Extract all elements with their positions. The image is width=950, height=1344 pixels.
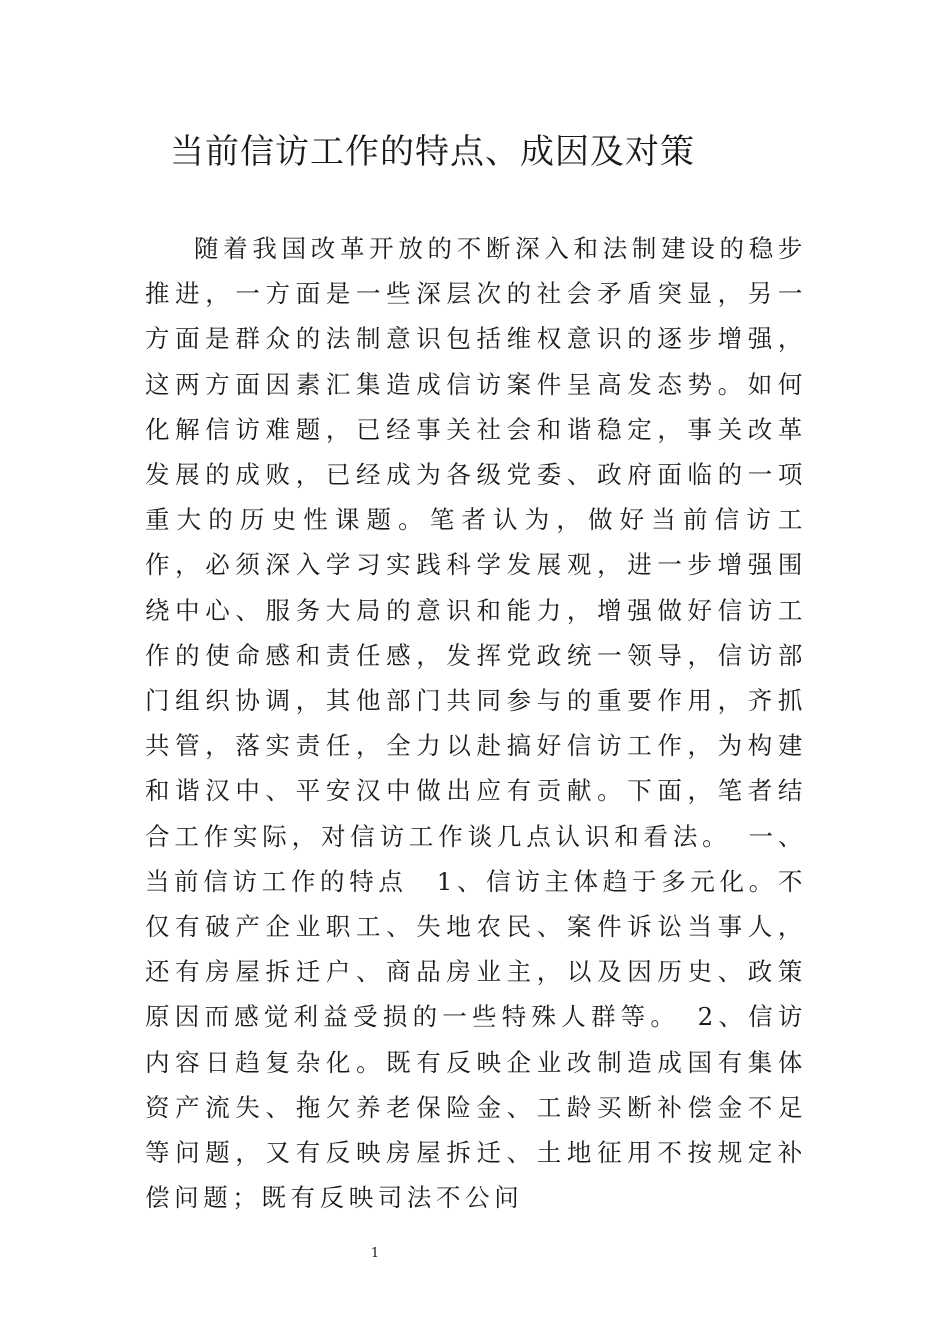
page-number: 1 [370, 1246, 380, 1261]
body-paragraph: 随着我国改革开放的不断深入和法制建设的稳步推进，一方面是一些深层次的社会矛盾突显，另一方面是群众的法制意识包括维权意识的逐步增强，这两方面因素汇集造成信访案件呈高发态势。如何化解信访难题，已经事关社会和谐稳定，事关改革发展的成败，已经成为各级党委、政府面临的一项重大的历史性课题。笔者认为，做好当前信访工作，必须深入学习实践科学发展观，进一步增强围绕中心、服务大局的意识和能力，增强做好信访工作的使命感和责任感，发挥党政统一领导，信访部门组织协调，其他部门共同参与的重要作用，齐抓共管，落实责任，全力以赴搞好信访工作，为构建和谐汉中、平安汉中做出应有贡献。下面，笔者结合工作实际，对信访工作谈几点认识和看法。 一、当前信访工作的特点 1、信访主体趋于多元化。不仅有破产企业职工、失地农民、案件诉讼当事人，还有房屋拆迁户、商品房业主，以及因历史、政策原因而感觉利益受损的一些特殊人群等。 2、信访内容日趋复杂化。既有反映企业改制造成国有集体资产流失、拖欠养老保险金、工龄买断补偿金不足等问题，又有反映房屋拆迁、土地征用不按规定补偿问题；既有反映司法不公问 [145, 234, 807, 1213]
document-title: 当前信访工作的特点、成因及对策 [170, 132, 695, 172]
